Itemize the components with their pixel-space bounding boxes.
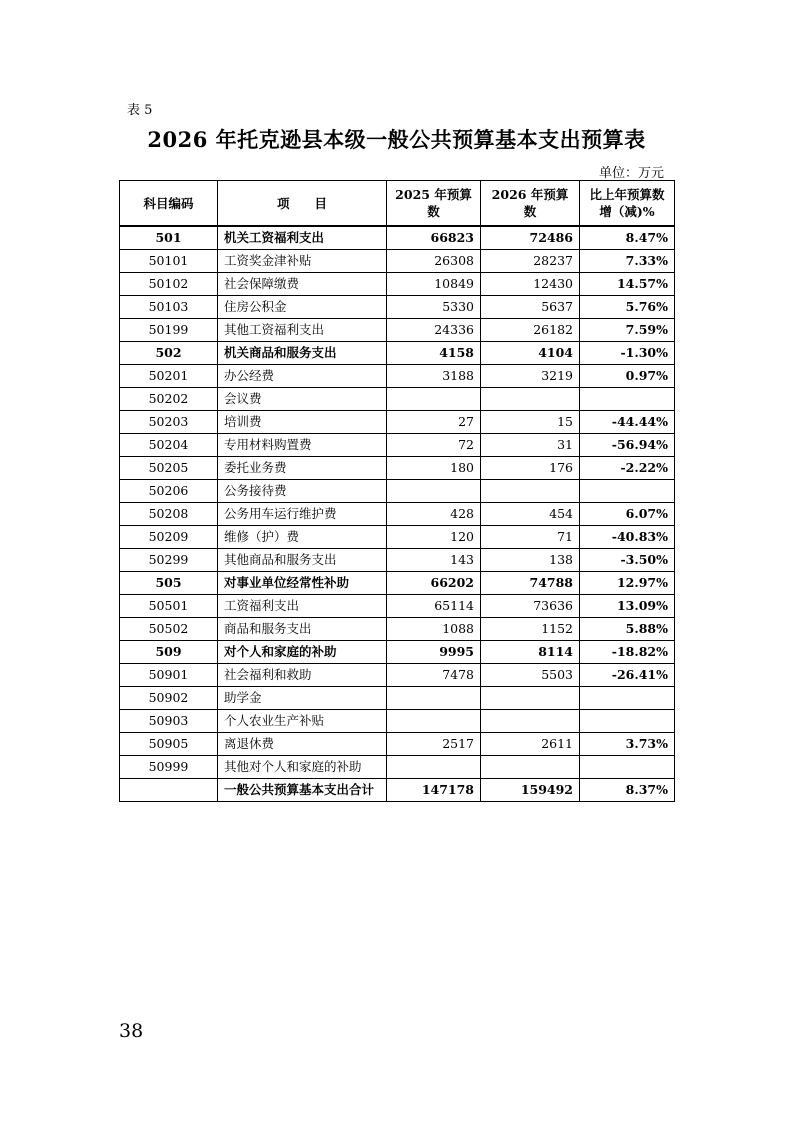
cell-code: 50208 (120, 503, 218, 526)
cell-change-pct: 13.09% (580, 595, 675, 618)
cell-budget-2026 (481, 480, 580, 503)
cell-budget-2025: 26308 (387, 250, 481, 273)
cell-code: 50502 (120, 618, 218, 641)
cell-budget-2025: 428 (387, 503, 481, 526)
header-item: 项 目 (218, 181, 387, 227)
cell-budget-2025: 4158 (387, 342, 481, 365)
table-label: 表 5 (127, 103, 153, 118)
cell-budget-2026: 26182 (481, 319, 580, 342)
table-row (120, 779, 675, 802)
page-number: 38 (119, 1020, 144, 1042)
table-row (120, 434, 675, 457)
cell-code: 50204 (120, 434, 218, 457)
cell-code: 50206 (120, 480, 218, 503)
cell-item-name: 住房公积金 (218, 296, 387, 319)
table-row (120, 273, 675, 296)
cell-change-pct (580, 710, 675, 733)
cell-budget-2025 (387, 687, 481, 710)
cell-budget-2025: 24336 (387, 319, 481, 342)
cell-budget-2026 (481, 388, 580, 411)
cell-item-name: 专用材料购置费 (218, 434, 387, 457)
cell-change-pct: 6.07% (580, 503, 675, 526)
cell-budget-2026: 454 (481, 503, 580, 526)
cell-code: 50101 (120, 250, 218, 273)
cell-budget-2025: 66823 (387, 226, 481, 250)
cell-code: 50102 (120, 273, 218, 296)
cell-code: 50209 (120, 526, 218, 549)
cell-budget-2026: 8114 (481, 641, 580, 664)
cell-code: 50902 (120, 687, 218, 710)
cell-item-name: 个人农业生产补贴 (218, 710, 387, 733)
table-row (120, 319, 675, 342)
cell-item-name: 助学金 (218, 687, 387, 710)
cell-change-pct (580, 756, 675, 779)
cell-item-name: 工资福利支出 (218, 595, 387, 618)
cell-change-pct: 8.37% (580, 779, 675, 802)
table-row (120, 733, 675, 756)
cell-change-pct: 5.88% (580, 618, 675, 641)
cell-budget-2025: 2517 (387, 733, 481, 756)
cell-item-name: 其他对个人和家庭的补助 (218, 756, 387, 779)
cell-code: 50205 (120, 457, 218, 480)
header-code: 科目编码 (120, 181, 218, 227)
cell-budget-2025 (387, 388, 481, 411)
cell-code: 50999 (120, 756, 218, 779)
cell-budget-2025: 10849 (387, 273, 481, 296)
cell-budget-2025 (387, 480, 481, 503)
cell-budget-2026: 72486 (481, 226, 580, 250)
table-row (120, 388, 675, 411)
table-row (120, 756, 675, 779)
cell-budget-2025 (387, 756, 481, 779)
cell-item-name: 对事业单位经常性补助 (218, 572, 387, 595)
table-body (120, 226, 675, 802)
cell-budget-2025: 1088 (387, 618, 481, 641)
table-row (120, 365, 675, 388)
cell-code: 502 (120, 342, 218, 365)
cell-code: 50501 (120, 595, 218, 618)
cell-change-pct (580, 687, 675, 710)
cell-budget-2025 (387, 710, 481, 733)
cell-item-name: 工资奖金津补贴 (218, 250, 387, 273)
cell-item-name: 委托业务费 (218, 457, 387, 480)
table-row (120, 641, 675, 664)
cell-change-pct (580, 388, 675, 411)
cell-change-pct: 7.33% (580, 250, 675, 273)
table-row (120, 457, 675, 480)
cell-change-pct: 0.97% (580, 365, 675, 388)
cell-code: 505 (120, 572, 218, 595)
table-row (120, 250, 675, 273)
cell-budget-2026: 176 (481, 457, 580, 480)
cell-budget-2026: 1152 (481, 618, 580, 641)
table-row (120, 687, 675, 710)
cell-change-pct: -26.41% (580, 664, 675, 687)
header-budget-2025: 2025 年预算数 (387, 181, 481, 227)
cell-code: 50202 (120, 388, 218, 411)
cell-budget-2026: 159492 (481, 779, 580, 802)
cell-budget-2025: 143 (387, 549, 481, 572)
cell-item-name: 对个人和家庭的补助 (218, 641, 387, 664)
cell-budget-2025: 5330 (387, 296, 481, 319)
cell-budget-2025: 3188 (387, 365, 481, 388)
table-row (120, 710, 675, 733)
cell-item-name: 培训费 (218, 411, 387, 434)
cell-change-pct: -2.22% (580, 457, 675, 480)
cell-budget-2025: 66202 (387, 572, 481, 595)
unit-note: 单位：万元 (598, 166, 664, 181)
cell-budget-2026: 12430 (481, 273, 580, 296)
cell-item-name: 商品和服务支出 (218, 618, 387, 641)
cell-budget-2026: 138 (481, 549, 580, 572)
table-row (120, 526, 675, 549)
cell-budget-2025: 65114 (387, 595, 481, 618)
cell-code: 50203 (120, 411, 218, 434)
cell-code (120, 779, 218, 802)
cell-item-name: 一般公共预算基本支出合计 (218, 779, 387, 802)
cell-change-pct: 3.73% (580, 733, 675, 756)
cell-item-name: 机关商品和服务支出 (218, 342, 387, 365)
cell-change-pct: 5.76% (580, 296, 675, 319)
budget-table (119, 180, 675, 802)
cell-item-name: 公务用车运行维护费 (218, 503, 387, 526)
cell-budget-2026: 3219 (481, 365, 580, 388)
cell-change-pct: -56.94% (580, 434, 675, 457)
cell-item-name: 离退休费 (218, 733, 387, 756)
cell-code: 50903 (120, 710, 218, 733)
cell-budget-2026 (481, 756, 580, 779)
table-row (120, 411, 675, 434)
cell-item-name: 社会保障缴费 (218, 273, 387, 296)
cell-budget-2026: 5637 (481, 296, 580, 319)
cell-change-pct (580, 480, 675, 503)
cell-change-pct: -1.30% (580, 342, 675, 365)
cell-item-name: 其他工资福利支出 (218, 319, 387, 342)
cell-item-name: 维修（护）费 (218, 526, 387, 549)
cell-code: 50103 (120, 296, 218, 319)
cell-change-pct: -44.44% (580, 411, 675, 434)
cell-budget-2025: 147178 (387, 779, 481, 802)
table-row (120, 480, 675, 503)
cell-budget-2025: 120 (387, 526, 481, 549)
cell-code: 509 (120, 641, 218, 664)
cell-budget-2026: 28237 (481, 250, 580, 273)
cell-item-name: 办公经费 (218, 365, 387, 388)
cell-budget-2026: 71 (481, 526, 580, 549)
cell-change-pct: 8.47% (580, 226, 675, 250)
header-budget-2026: 2026 年预算数 (481, 181, 580, 227)
table-row (120, 664, 675, 687)
cell-code: 50905 (120, 733, 218, 756)
cell-budget-2026: 74788 (481, 572, 580, 595)
cell-item-name: 其他商品和服务支出 (218, 549, 387, 572)
cell-budget-2026: 2611 (481, 733, 580, 756)
cell-budget-2025: 7478 (387, 664, 481, 687)
cell-budget-2025: 180 (387, 457, 481, 480)
cell-code: 50201 (120, 365, 218, 388)
cell-budget-2026 (481, 710, 580, 733)
cell-code: 50299 (120, 549, 218, 572)
cell-budget-2025: 72 (387, 434, 481, 457)
cell-item-name: 公务接待费 (218, 480, 387, 503)
cell-item-name: 会议费 (218, 388, 387, 411)
cell-code: 50901 (120, 664, 218, 687)
cell-code: 501 (120, 226, 218, 250)
cell-budget-2026: 73636 (481, 595, 580, 618)
table-row (120, 296, 675, 319)
cell-item-name: 机关工资福利支出 (218, 226, 387, 250)
table-row (120, 549, 675, 572)
header-change: 比上年预算数增（减)% (580, 181, 675, 227)
table-row (120, 618, 675, 641)
cell-budget-2026: 31 (481, 434, 580, 457)
cell-item-name: 社会福利和救助 (218, 664, 387, 687)
cell-budget-2026: 5503 (481, 664, 580, 687)
table-row (120, 503, 675, 526)
table-row (120, 226, 675, 250)
cell-change-pct: -3.50% (580, 549, 675, 572)
table-row (120, 595, 675, 618)
cell-change-pct: 7.59% (580, 319, 675, 342)
cell-code: 50199 (120, 319, 218, 342)
table-row (120, 572, 675, 595)
table-row (120, 342, 675, 365)
cell-change-pct: 12.97% (580, 572, 675, 595)
cell-budget-2025: 9995 (387, 641, 481, 664)
table-header-row (120, 181, 675, 227)
cell-budget-2026: 4104 (481, 342, 580, 365)
cell-budget-2026 (481, 687, 580, 710)
cell-budget-2025: 27 (387, 411, 481, 434)
cell-change-pct: -18.82% (580, 641, 675, 664)
page-title: 2026 年托克逊县本级一般公共预算基本支出预算表 (147, 127, 646, 152)
cell-budget-2026: 15 (481, 411, 580, 434)
cell-change-pct: -40.83% (580, 526, 675, 549)
cell-change-pct: 14.57% (580, 273, 675, 296)
